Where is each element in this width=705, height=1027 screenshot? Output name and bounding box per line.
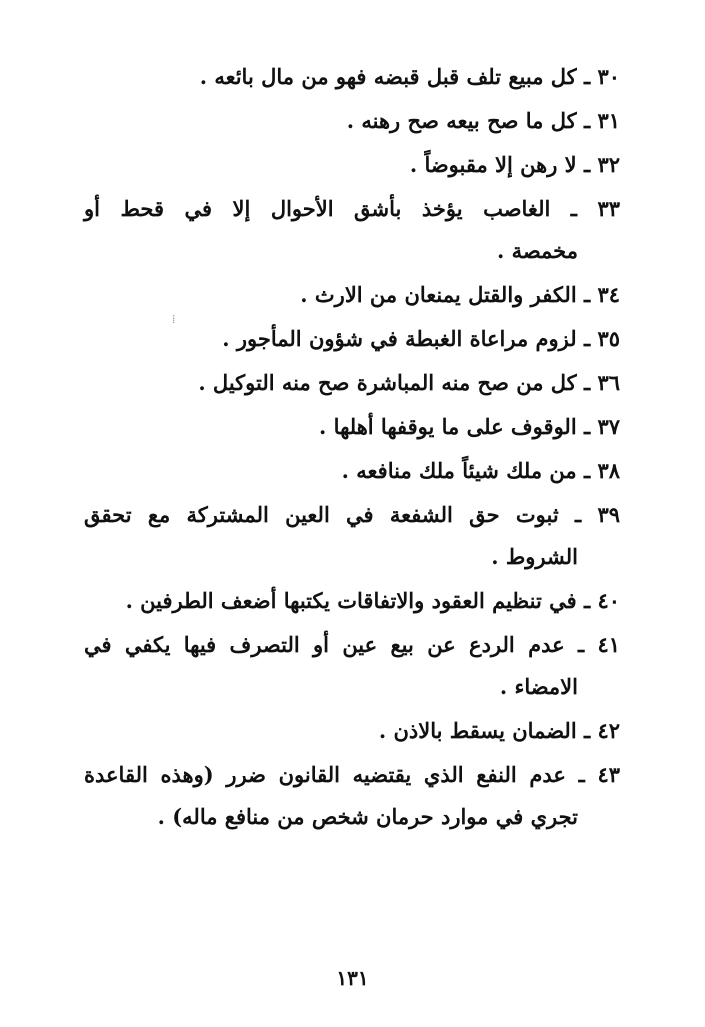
- rule-33-line-2: مخمصة .: [496, 238, 578, 263]
- rule-38: ٣٨ ـ من ملك شيئاً ملك منافعه .: [341, 458, 620, 483]
- rule-39-line-1: ٣٩ ـ ثبوت حق الشفعة في العين المشتركة مع تحقق: [84, 502, 620, 527]
- rule-39-line-2: الشروط .: [491, 544, 578, 569]
- rule-32: ٣٢ ـ لا رهن إلا مقبوضاً .: [409, 152, 620, 177]
- rule-43: [84, 754, 620, 838]
- rule-34: ٣٤ ـ الكفر والقتل يمنعان من الارث .: [300, 282, 620, 307]
- rule-43-line-1: ٤٣ ـ عدم النفع الذي يقتضيه القانون ضرر (وهذه القاعدة: [84, 762, 620, 787]
- rule-41: [84, 624, 620, 708]
- rule-37: ٣٧ ـ الوقوف على ما يوقفها أهلها .: [319, 414, 620, 439]
- rule-33-line-1: ٣٣ ـ الغاصب يؤخذ بأشق الأحوال إلا في قحط أو: [84, 196, 620, 221]
- rule-41-line-1: ٤١ ـ عدم الردع عن بيع عين أو التصرف فيها يكفي في: [84, 632, 620, 657]
- rule-40: ٤٠ ـ في تنظيم العقود والاتفاقات يكتبها أضعف الطرفين .: [125, 588, 620, 613]
- rule-36: ٣٦ ـ كل من صح منه المباشرة صح منه التوكيل .: [198, 370, 620, 395]
- rule-43-line-2: تجري في موارد حرمان شخص من منافع ماله) .: [157, 804, 578, 829]
- rule-35: ٣٥ ـ لزوم مراعاة الغبطة في شؤون المأجور .: [222, 326, 620, 351]
- rules-list: [84, 56, 620, 840]
- rule-33: [84, 188, 620, 272]
- scan-speck-mark: ⁞: [172, 312, 176, 326]
- rule-39: [84, 494, 620, 578]
- rule-42: ٤٢ ـ الضمان يسقط بالاذن .: [378, 718, 620, 743]
- rule-41-line-2: الامضاء .: [499, 674, 578, 699]
- page-number: ١٣١: [336, 966, 369, 990]
- rule-31: ٣١ ـ كل ما صح بيعه صح رهنه .: [346, 108, 620, 133]
- rule-30: ٣٠ ـ كل مبيع تلف قبل قبضه فهو من مال بائعه .: [199, 64, 620, 89]
